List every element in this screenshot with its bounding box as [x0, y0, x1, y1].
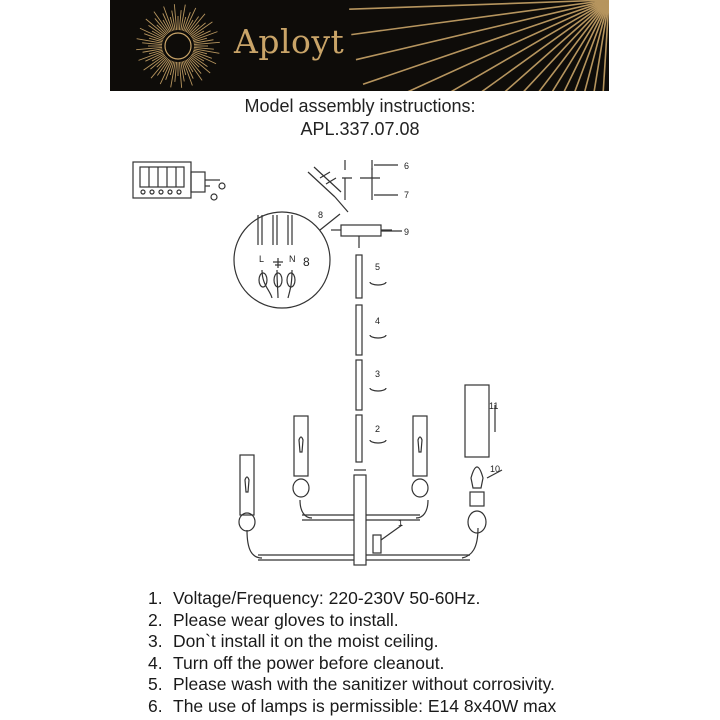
instruction-item: 1. Voltage/Frequency: 220-230V 50-60Hz. [148, 588, 481, 608]
instruction-item: 2. Please wear gloves to install. [148, 609, 399, 630]
model-number: APL.337.07.08 [300, 119, 420, 139]
neutral-label: N [289, 254, 296, 264]
part-label-4: 4 [375, 316, 381, 326]
ceiling-bracket [308, 160, 402, 248]
part-label-3: 3 [375, 369, 381, 379]
brand-banner [110, 0, 609, 91]
part-label-10: 10 [490, 464, 501, 474]
live-label: L [259, 254, 265, 264]
chandelier-body [247, 470, 478, 565]
brand-name: Aployt [234, 22, 345, 61]
document-title: Model assembly instructions: [244, 96, 476, 116]
wiring-detail [234, 212, 330, 308]
stem-rods [356, 255, 386, 462]
part-label-9: 9 [404, 227, 410, 237]
detail-number: 8 [303, 255, 310, 269]
assembly-diagram [0, 150, 720, 580]
sunburst-logo-icon [110, 0, 609, 91]
part-label-5: 5 [375, 262, 381, 272]
instruction-list [148, 588, 556, 718]
instruction-item: 3. Don`t install it on the moist ceiling. [148, 631, 439, 652]
part-label-2: 2 [375, 424, 381, 434]
instruction-item: 4. Turn off the power before cleanout. [148, 652, 445, 673]
part-label-11: 11 [489, 401, 499, 411]
instruction-item: 6. The use of lamps is permissible: E14 8x40W max [148, 695, 557, 716]
part-label-7: 7 [404, 190, 410, 200]
lamp-holders [239, 385, 502, 533]
part-label-8: 8 [318, 210, 324, 220]
instruction-item: 5. Please wash with the sanitizer without corrosivity. [148, 674, 555, 695]
part-label-6: 6 [404, 161, 410, 171]
part-label-1: 1 [398, 518, 404, 528]
terminal-block [133, 162, 225, 200]
